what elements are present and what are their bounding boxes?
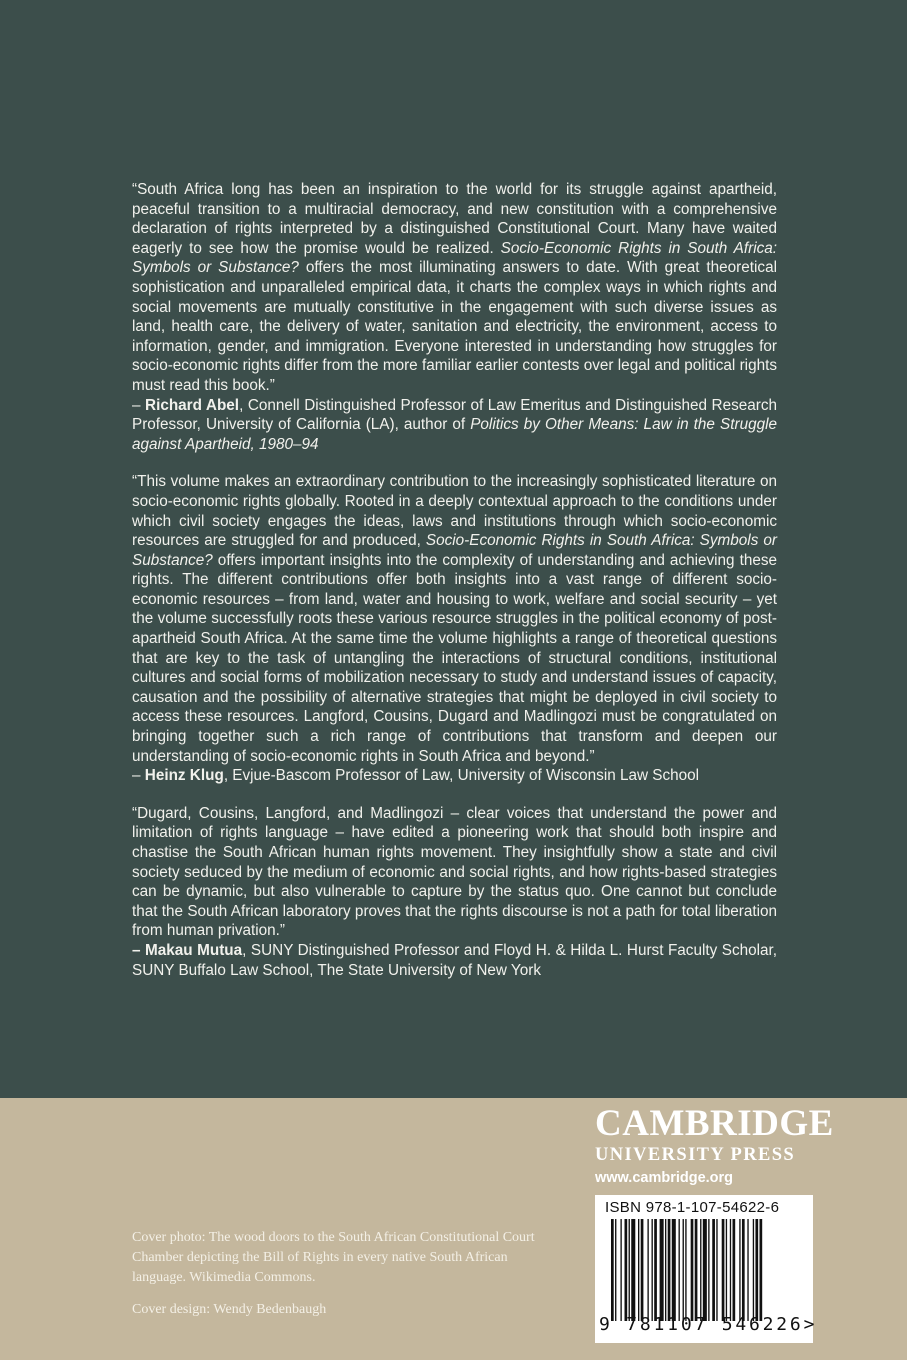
- attribution-dash: –: [132, 396, 146, 414]
- attribution-dash: –: [132, 941, 146, 959]
- barcode-bar: [625, 1219, 628, 1321]
- publisher-name: CAMBRIDGE: [595, 1103, 834, 1144]
- barcode-bar: [683, 1219, 684, 1321]
- attribution-dash: –: [132, 767, 145, 785]
- barcode-bar: [691, 1219, 694, 1321]
- barcode-bar: [726, 1219, 727, 1321]
- barcode-bar: [647, 1219, 648, 1321]
- barcode-bar: [660, 1219, 664, 1321]
- quote-text: “Dugard, Cousins, Langford, and Madlingozi – clear voices that understand the power and limitation of rights language – have edited a pioneering work that should both inspire and chastise the South African human rights movement. They insightfully show a state and civil society seduced by the medium of economic and social rights, and how rights-based strategies can be dynamic, but also vulnerable to capture by the status quo. One cannot but conclude that the South African laboratory proves that the rights discourse is not a path for total liberation from human privation.”: [132, 804, 777, 940]
- isbn-line: [605, 1199, 779, 1216]
- quote-text: offers important insights into the complexity of understanding and achieving these rights. The different contributions offer both insights into a vast range of different socio-economic resources – from land, water and housing to work, welfare and social security – yet the volume successfully roots these various resource struggles in the political economy of post-apartheid South Africa. At the same time the volume highlights a range of theoretical questions that are key to the task of untangling the interactions of structural conditions, institutional cultures and social forms of mobilization necessary to study and understand issues of capacity, causation and the possibility of alternative strategies that might be deployed in civil society to access these resources. Langford, Cousins, Dugard and Madlingozi must be congratulated on bringing together such a rich range of contributions that transform and deepen our understanding of socio-economic rights in South Africa and beyond.”: [132, 551, 777, 765]
- publisher-subtitle: UNIVERSITY PRESS: [595, 1145, 796, 1165]
- endorser-name: Richard Abel: [145, 396, 240, 414]
- barcode-bar: [672, 1219, 676, 1321]
- barcode-bar: [685, 1219, 686, 1321]
- barcode-bar: [700, 1219, 701, 1321]
- barcode-bar: [654, 1219, 657, 1321]
- isbn-number: 978-1-107-54622-6: [645, 1199, 780, 1216]
- cover-credits: [132, 1228, 552, 1320]
- barcode-bar: [712, 1219, 715, 1321]
- barcode-end-mark: >: [803, 1314, 818, 1335]
- endorsement-mutua: [132, 804, 777, 980]
- barcode-bar: [755, 1219, 758, 1321]
- endorser-name: Heinz Klug: [144, 767, 224, 785]
- barcode-bar: [753, 1219, 754, 1321]
- barcode-bar: [703, 1219, 707, 1321]
- publisher-logo: [595, 1104, 835, 1186]
- endorser-attribution: [132, 396, 777, 455]
- cover-design-credit: Cover design: Wendy Bedenbaugh: [132, 1302, 327, 1317]
- endorsement-abel: [132, 180, 777, 454]
- barcode-bar: [620, 1219, 621, 1321]
- cover-photo-credit: Cover photo: The wood doors to the South African Constitutional Court Chamber depicting the Bill of Rights in every native South African language. Wikimedia Commons.: [132, 1230, 535, 1285]
- quote-text: “This volume makes an extraordinary contribution to the increasingly sophisticated literature on socio-economic rights globally. Rooted in a deeply contextual approach to the conditions under which civil society engages the ideas, laws and institutions through which socio-economic resources are struggled for and produced,: [132, 473, 777, 550]
- endorser-affiliation: , Connell Distinguished Professor of Law Emeritus and Distinguished Research Professor, University of California (LA), author of: [132, 396, 777, 434]
- barcode-bar: [742, 1219, 745, 1321]
- barcode-bar: [695, 1219, 698, 1321]
- endorser-book: Politics by Other Means: Law in the Struggle against Apartheid, 1980–94: [132, 416, 777, 453]
- barcode-number: 9 781107 546226: [599, 1314, 804, 1335]
- barcode-bar: [629, 1219, 630, 1321]
- quote-book-title: Socio-Economic Rights in South Africa: Symbols or Substance?: [132, 532, 777, 569]
- barcode-bar: [716, 1219, 717, 1321]
- barcode-bar: [722, 1219, 725, 1321]
- barcode-bar: [733, 1219, 736, 1321]
- endorser-affiliation: , SUNY Distinguished Professor and Floyd H. & Hilda L. Hurst Faculty Scholar, SUNY Buffalo Law School, The State University of New York: [132, 941, 778, 979]
- barcode-bar: [739, 1219, 740, 1321]
- publisher-url: www.cambridge.org: [595, 1170, 734, 1186]
- barcode-bar: [668, 1219, 671, 1321]
- barcode-bar: [730, 1219, 731, 1321]
- endorser-name: Makau Mutua: [145, 941, 243, 959]
- isbn-barcode: [595, 1195, 818, 1343]
- endorser-affiliation: , Evjue-Bascom Professor of Law, University of Wisconsin Law School: [223, 767, 700, 785]
- barcode-digits: [599, 1314, 818, 1335]
- barcode-bar: [611, 1219, 614, 1321]
- endorser-attribution: [132, 941, 777, 980]
- barcode-bar: [631, 1219, 635, 1321]
- isbn-label: ISBN: [605, 1199, 642, 1216]
- barcode-bar: [747, 1219, 748, 1321]
- barcode-bar: [652, 1219, 653, 1321]
- barcode-bar: [760, 1219, 763, 1321]
- barcode-bar: [665, 1219, 666, 1321]
- endorser-attribution: [132, 766, 777, 786]
- endorsement-klug: [132, 472, 777, 786]
- barcode-bar: [615, 1219, 616, 1321]
- barcode-bar: [708, 1219, 709, 1321]
- barcode-bar: [679, 1219, 680, 1321]
- quote-text: offers the most illuminating answers to date. With great theoretical sophistication and unparalleled empirical data, it charts the complex ways in which rights and social movements are mutually constitutive in the engagement with such diverse issues as land, health care, the delivery of water, sanitation and electricity, the environment, access to information, gender, and immigration. Everyone interested in understanding how struggles for socio-economic rights differ from the more familiar earlier contests over legal and political rights must read this book.”: [132, 259, 777, 394]
- barcode-bar: [641, 1219, 644, 1321]
- barcode-bar: [638, 1219, 639, 1321]
- endorsements: [132, 180, 777, 980]
- quote-book-title: Socio-Economic Rights in South Africa: Symbols or Substance?: [132, 239, 778, 277]
- quote-text: “South Africa long has been an inspiration to the world for its struggle against apartheid, peaceful transition to a multiracial democracy, and new constitution with a comprehensive declaration of rights interpreted by a distinguished Constitutional Court. Many have waited eagerly to see how the promise would be realized.: [132, 181, 777, 257]
- barcode-bars: [611, 1219, 801, 1321]
